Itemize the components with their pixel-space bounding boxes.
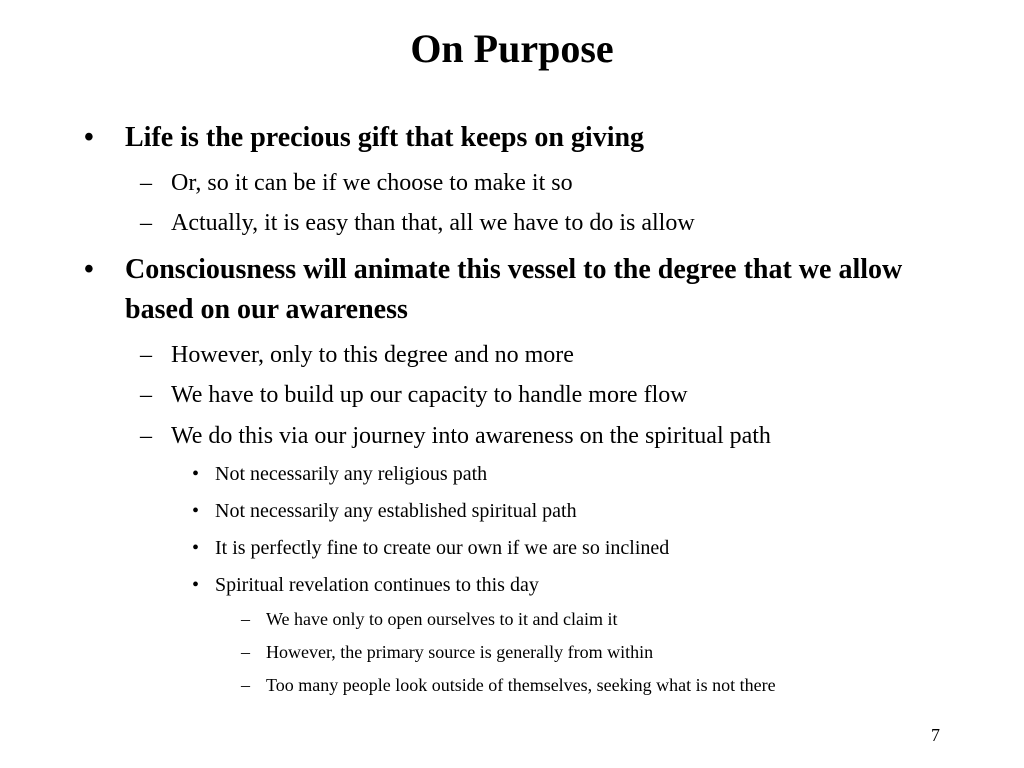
sub-item-text: We have to build up our capacity to handle more flow: [171, 382, 688, 408]
sub-sub-item-text: Not necessarily any established spiritual path: [215, 500, 577, 522]
bullet-marker: •: [192, 574, 200, 596]
dash-marker: –: [140, 170, 152, 196]
bullet-text: Life is the precious gift that keeps on giving: [125, 122, 645, 153]
level4-item-text: However, the primary source is generally from within: [266, 642, 654, 662]
sub-sub-item-text: Spiritual revelation continues to this day: [215, 574, 539, 596]
page-number: 7: [931, 725, 940, 745]
sub-sub-item-text: Not necessarily any religious path: [215, 463, 488, 485]
bullet-marker: •: [84, 254, 94, 285]
bullet-text: Consciousness will animate this vessel to the degree that we allow based on our awareness: [125, 254, 903, 325]
dash-marker: –: [140, 342, 152, 368]
sub-item-text: We do this via our journey into awareness on the spiritual path: [171, 423, 771, 449]
dash-marker: –: [140, 210, 152, 236]
dash-marker: –: [241, 642, 250, 662]
dash-marker: –: [241, 609, 250, 629]
dash-marker: –: [241, 675, 250, 695]
slide-title: On Purpose: [410, 26, 614, 71]
sub-item-text: However, only to this degree and no more: [171, 342, 574, 368]
level4-item-text: Too many people look outside of themselves, seeking what is not there: [266, 675, 776, 695]
dash-marker: –: [140, 382, 152, 408]
bullet-marker: •: [192, 463, 200, 485]
bullet-marker: •: [192, 500, 200, 522]
level4-item-text: We have only to open ourselves to it and claim it: [266, 609, 618, 629]
sub-item-text: Actually, it is easy than that, all we have to do is allow: [171, 210, 695, 236]
bullet-marker: •: [192, 537, 200, 559]
sub-item-text: Or, so it can be if we choose to make it so: [171, 170, 573, 196]
bullet-marker: •: [84, 122, 94, 153]
dash-marker: –: [140, 423, 152, 449]
sub-sub-item-text: It is perfectly fine to create our own if we are so inclined: [215, 537, 670, 559]
